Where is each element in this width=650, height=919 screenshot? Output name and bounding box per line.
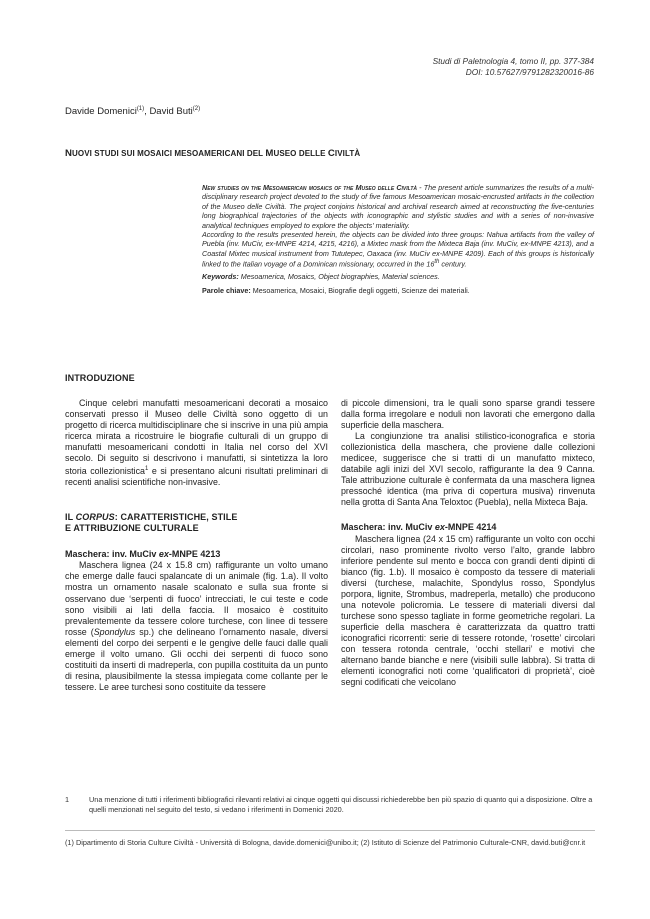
author-separator: , (144, 106, 150, 118)
author-1-affil: (1) (136, 106, 145, 112)
heading-part: ex (434, 522, 445, 533)
paper-title (65, 148, 360, 159)
keywords-label: Keywords: (202, 272, 239, 282)
mask-4214-paragraph: Maschera lignea (24 x 15 cm) raffigurante un volto con occhi circolari, naso prominente rivolto verso l’alto, grande labbro inferiore pendente sul mento e bocca con grandi denti dipinti di bianco (fig. 1.b). Il mosaico è composto da tessere di materiali diversi (turchese, malachite, Spondylus rosso, Spondylus porpora, lignite, Strombus, madreperla, metallo) che producono una notevole policromia. Le tessere di materiali diversi dal turchese sono spesso tagliate in forme geometriche regolari. La superficie della maschera è caratterizzata da quattro tratti iconografici ricorrenti: serie di tessere rotonde, ‘rosette’ circolari con tessera rotonda centrale, ‘occhi stellari’ e motivi che alternano bande bianche e nere (visibili sulle labbra). Si tratta di elementi iconografici noti come ‘qualificatori di proprietà’, cioè segni codificati che veicolano (341, 533, 595, 688)
left-column (65, 398, 328, 693)
heading-part: -MNPE 4214 (444, 522, 497, 533)
intro-text-end: e si presentano alcuni risultati preliminari di recenti analisi scientifiche non-invasive. (65, 466, 328, 488)
doi: DOI: 10.57627/9791282320016-86 (465, 67, 594, 77)
title-part: UOVI STUDI SUI MOSAICI MESOAMERICANI DEL (72, 149, 266, 158)
text: sp.) che delineano l’ornamento nasale, diversi elementi del corpo dei serpenti e le gengive delle fauci dalle quali emerge il volto umano. Gli occhi dei serpenti di fuoco sono costituiti da inserti di madreperla, con pupilla costituita da un punto di resina, plausibilmente la stessa impiegata come collante per le tessere. Le aree turchesi sono costituite da tessere (65, 626, 329, 692)
heading-part: -MNPE 4213 (168, 549, 221, 560)
text: Maschera lignea (24 x 15.8 cm) raffigurante un volto umano che emerge dalle fauci spalancate di un animale (fig. 1.a). Il volto mostra un ornamento nasale scalonato e sulla sua fronte si osservano due ‘serpenti di fuoco’ intrecciati, le cui teste e code sono visibili ai lati della faccia. Il mosaico è costituito prevalentemente da tessere colore turchese, con linee di tessere rosse ( (65, 560, 328, 637)
author-2: David Buti (149, 106, 193, 118)
parole-chiave: Mesoamerica, Mosaici, Biografie degli oggetti, Scienze dei materiali. (250, 286, 470, 296)
footnote-text: Una menzione di tutti i riferimenti bibliografici rilevanti relativi ai cinque oggetti qui discussi richiederebbe ben più spazio di quanto qui a disposizione. Oltre a quelli menzionati nel seguito del testo, si vedano i riferimenti in Domenici 2020. (89, 795, 593, 814)
continued-paragraph: di piccole dimensioni, tra le quali sono sparse grandi tessere dalla forma irregolare e noduli non lavorati che emergono dalla superficie della maschera. (341, 398, 595, 431)
heading-part: IL (65, 512, 76, 523)
abstract (202, 183, 594, 296)
heading-part: : CARATTERISTICHE, STILE (114, 512, 238, 523)
title-part: C (327, 148, 335, 159)
abstract-body-2: According to the results presented herein, the objects can be divided into three groups: Nahua artifacts from the valley of Puebla (inv. MuCiv, ex-MNPE 4214, 4215, 4216), a Mixtec mask from the Mixteca Baja (inv. MuCiv, ex-MNPE 4213), and a Coastal Mixtec musical instrument from Tututepec, Oaxaca (inv. MuCiv ex-MNPE 4209). Each of this groups is historically linked to the Italian voyage of a Dominican missionary, occurred in the 16 (202, 230, 594, 269)
authors (65, 106, 200, 117)
heading-part: Maschera: inv. MuCiv (65, 549, 159, 560)
subheading-mask-4213 (65, 549, 328, 560)
running-header (433, 56, 594, 78)
keywords: Mesoamerica, Mosaics, Object biographies, Material sciences. (238, 272, 440, 282)
abstract-title: New studies on the Mesoamerican mosaics of the Museo delle Civiltà (202, 183, 417, 192)
author-1: Davide Domenici (65, 106, 137, 118)
title-part: USEO DELLE (273, 149, 328, 158)
footnote-ref: 1 (145, 466, 149, 473)
subheading-mask-4214 (341, 522, 595, 533)
section-heading-introduzione: INTRODUZIONE (65, 373, 135, 383)
journal-citation: Studi di Paletnologia 4, tomo II, pp. 377-384 (432, 56, 594, 66)
heading-part: Maschera: inv. MuCiv (341, 522, 435, 533)
attribution-paragraph: La congiunzione tra analisi stilistico-iconografica e storia collezionistica della maschera, che proviene dalle collezioni medicee, suggerisce che si tratti di un manufatto mixteco, databile agli inizi del XVI secolo, raffigurante la dea 9 Canna. Tale attribuzione culturale è confermata da una maschera lignea pressoché identica (ma priva di copertura musiva) rinvenuta nella grotta di Santa Ana Teloxtoc (Puebla), nella Mixteca Baja. (341, 431, 595, 508)
heading-part: E ATTRIBUZIONE CULTURALE (65, 523, 199, 534)
heading-part: ex (158, 549, 169, 560)
footnote-divider (65, 830, 595, 831)
abstract-body-2-end: century. (439, 259, 467, 269)
right-column (341, 398, 595, 688)
affiliations: (1) Dipartimento di Storia Culture Civiltà - Università di Bologna, davide.domenici@unibo.it; (2) Istituto di Scienze del Patrimonio Culturale-CNR, david.buti@cnr.it (65, 838, 586, 847)
section-heading-corpus (65, 512, 328, 534)
title-part: N (65, 148, 73, 159)
intro-text: Cinque celebri manufatti mesoamericani decorati a mosaico conservati presso il Museo delle Civiltà sono oggetto di un progetto di ricerca multidisciplinare che si inscrive in una più ampia ricerca mirata a ricostruire le biografie culturali di un gruppo di manufatti mesoamericani condotti in Italia nel corso del XVI secolo. Di seguito si descrivono i manufatti, si sintetizza la loro storia collezionistica (65, 398, 328, 477)
author-2-affil: (2) (192, 106, 201, 112)
text: Spondylus (93, 626, 136, 637)
parole-chiave-label: Parole chiave: (202, 286, 251, 296)
intro-paragraph (65, 398, 328, 488)
footnote-number: 1 (65, 795, 70, 804)
abstract-body-1: - The present article summarizes the results of a multi-disciplinary research project devoted to the study of five famous Mesoamerican mosaic-encrusted artifacts in the collection of the Museo delle Civiltà. The project conjoins historical and archival research aimed at reconstructing the five-centuries long biographical trajectories of the objects with iconographic and stylistic studies and with a series of non-invasive analytical techniques employed to explore the objects' materiality. (202, 183, 594, 230)
title-part: M (265, 148, 274, 159)
title-part: IVILTÀ (334, 149, 361, 158)
mask-4213-paragraph (65, 560, 328, 693)
footnote (65, 795, 595, 814)
superscript: th (434, 259, 440, 266)
heading-part: CORPUS (75, 512, 115, 523)
